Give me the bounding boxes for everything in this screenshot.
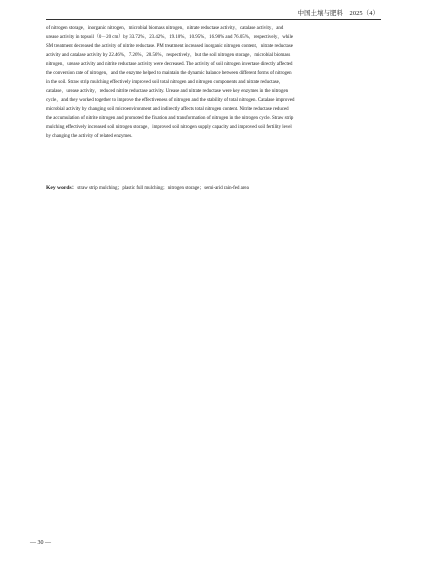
abstract-line: in the soil. Straw strip mulching effectively improved soil total nitrogen and nitrogen components and nitrate reductase， xyxy=(46,80,284,85)
abstract-line: of nitrogen storage，inorganic nitrogen，microbial biomass nitrogen，nitrate reductase activity，catalase activity，and xyxy=(46,26,284,31)
abstract-line: the accumulation of nitrite nitrogen and promoted the fixation and transformation of nitrogen in the nitrogen cycle. Straw strip xyxy=(46,116,294,121)
journal-running-header: 中国土壤与肥料 2025（4） xyxy=(297,10,379,17)
abstract-line: activity and catalase activity by 22.46%，7.26%，20.56%，respectively，but the soil nitrogen storage，microbial biomass xyxy=(46,53,291,58)
abstract-line: nitrogen，urease activity and nitrite reductase activity were decreased. The activity of soil nitrogen invertase directly affected xyxy=(46,62,293,67)
abstract-line: microbial activity by changing soil microenvironment and indirectly affects total nitrogen content. Nitrite reductase reduced xyxy=(46,107,289,112)
abstract-line: mulching effectively increased soil nitrogen storage，improved soil nitrogen supply capacity and improved soil fertility level xyxy=(46,125,292,130)
abstract-line: catalase，urease activity，reduced nitrite reductase activity. Urease and nitrate reductase were key enzymes in the nitrogen xyxy=(46,89,289,94)
abstract-line: the conversion rate of nitrogen，and the enzyme helped to maintain the dynamic balance between different forms of nitrogen xyxy=(46,71,292,76)
keywords-label: Key words： xyxy=(46,185,78,191)
keywords-block xyxy=(46,184,384,193)
abstract-line: cycle，and they worked together to improve the effectiveness of nitrogen and the stability of total nitrogen. Catalase improved xyxy=(46,98,295,103)
abstract-line: by changing the activity of related enzymes. xyxy=(46,134,133,139)
abstract-line: SM treatment decreased the activity of nitrite reductase. PM treatment increased inorganic nitrogen content，nitrate reductase xyxy=(46,44,293,49)
keywords-text: straw strip mulching；plastic full mulching；nitrogen storage；semi-arid rain-fed area xyxy=(77,186,249,191)
abstract-line: urease activity in topsoil（0－20 cm）by 33.72%，23.42%，19.10%，10.95%，16.90% and 76.05%，respectively，while xyxy=(46,35,294,40)
header-divider xyxy=(46,19,381,20)
abstract-body xyxy=(46,24,384,141)
page-number: — 30 — xyxy=(30,540,51,546)
